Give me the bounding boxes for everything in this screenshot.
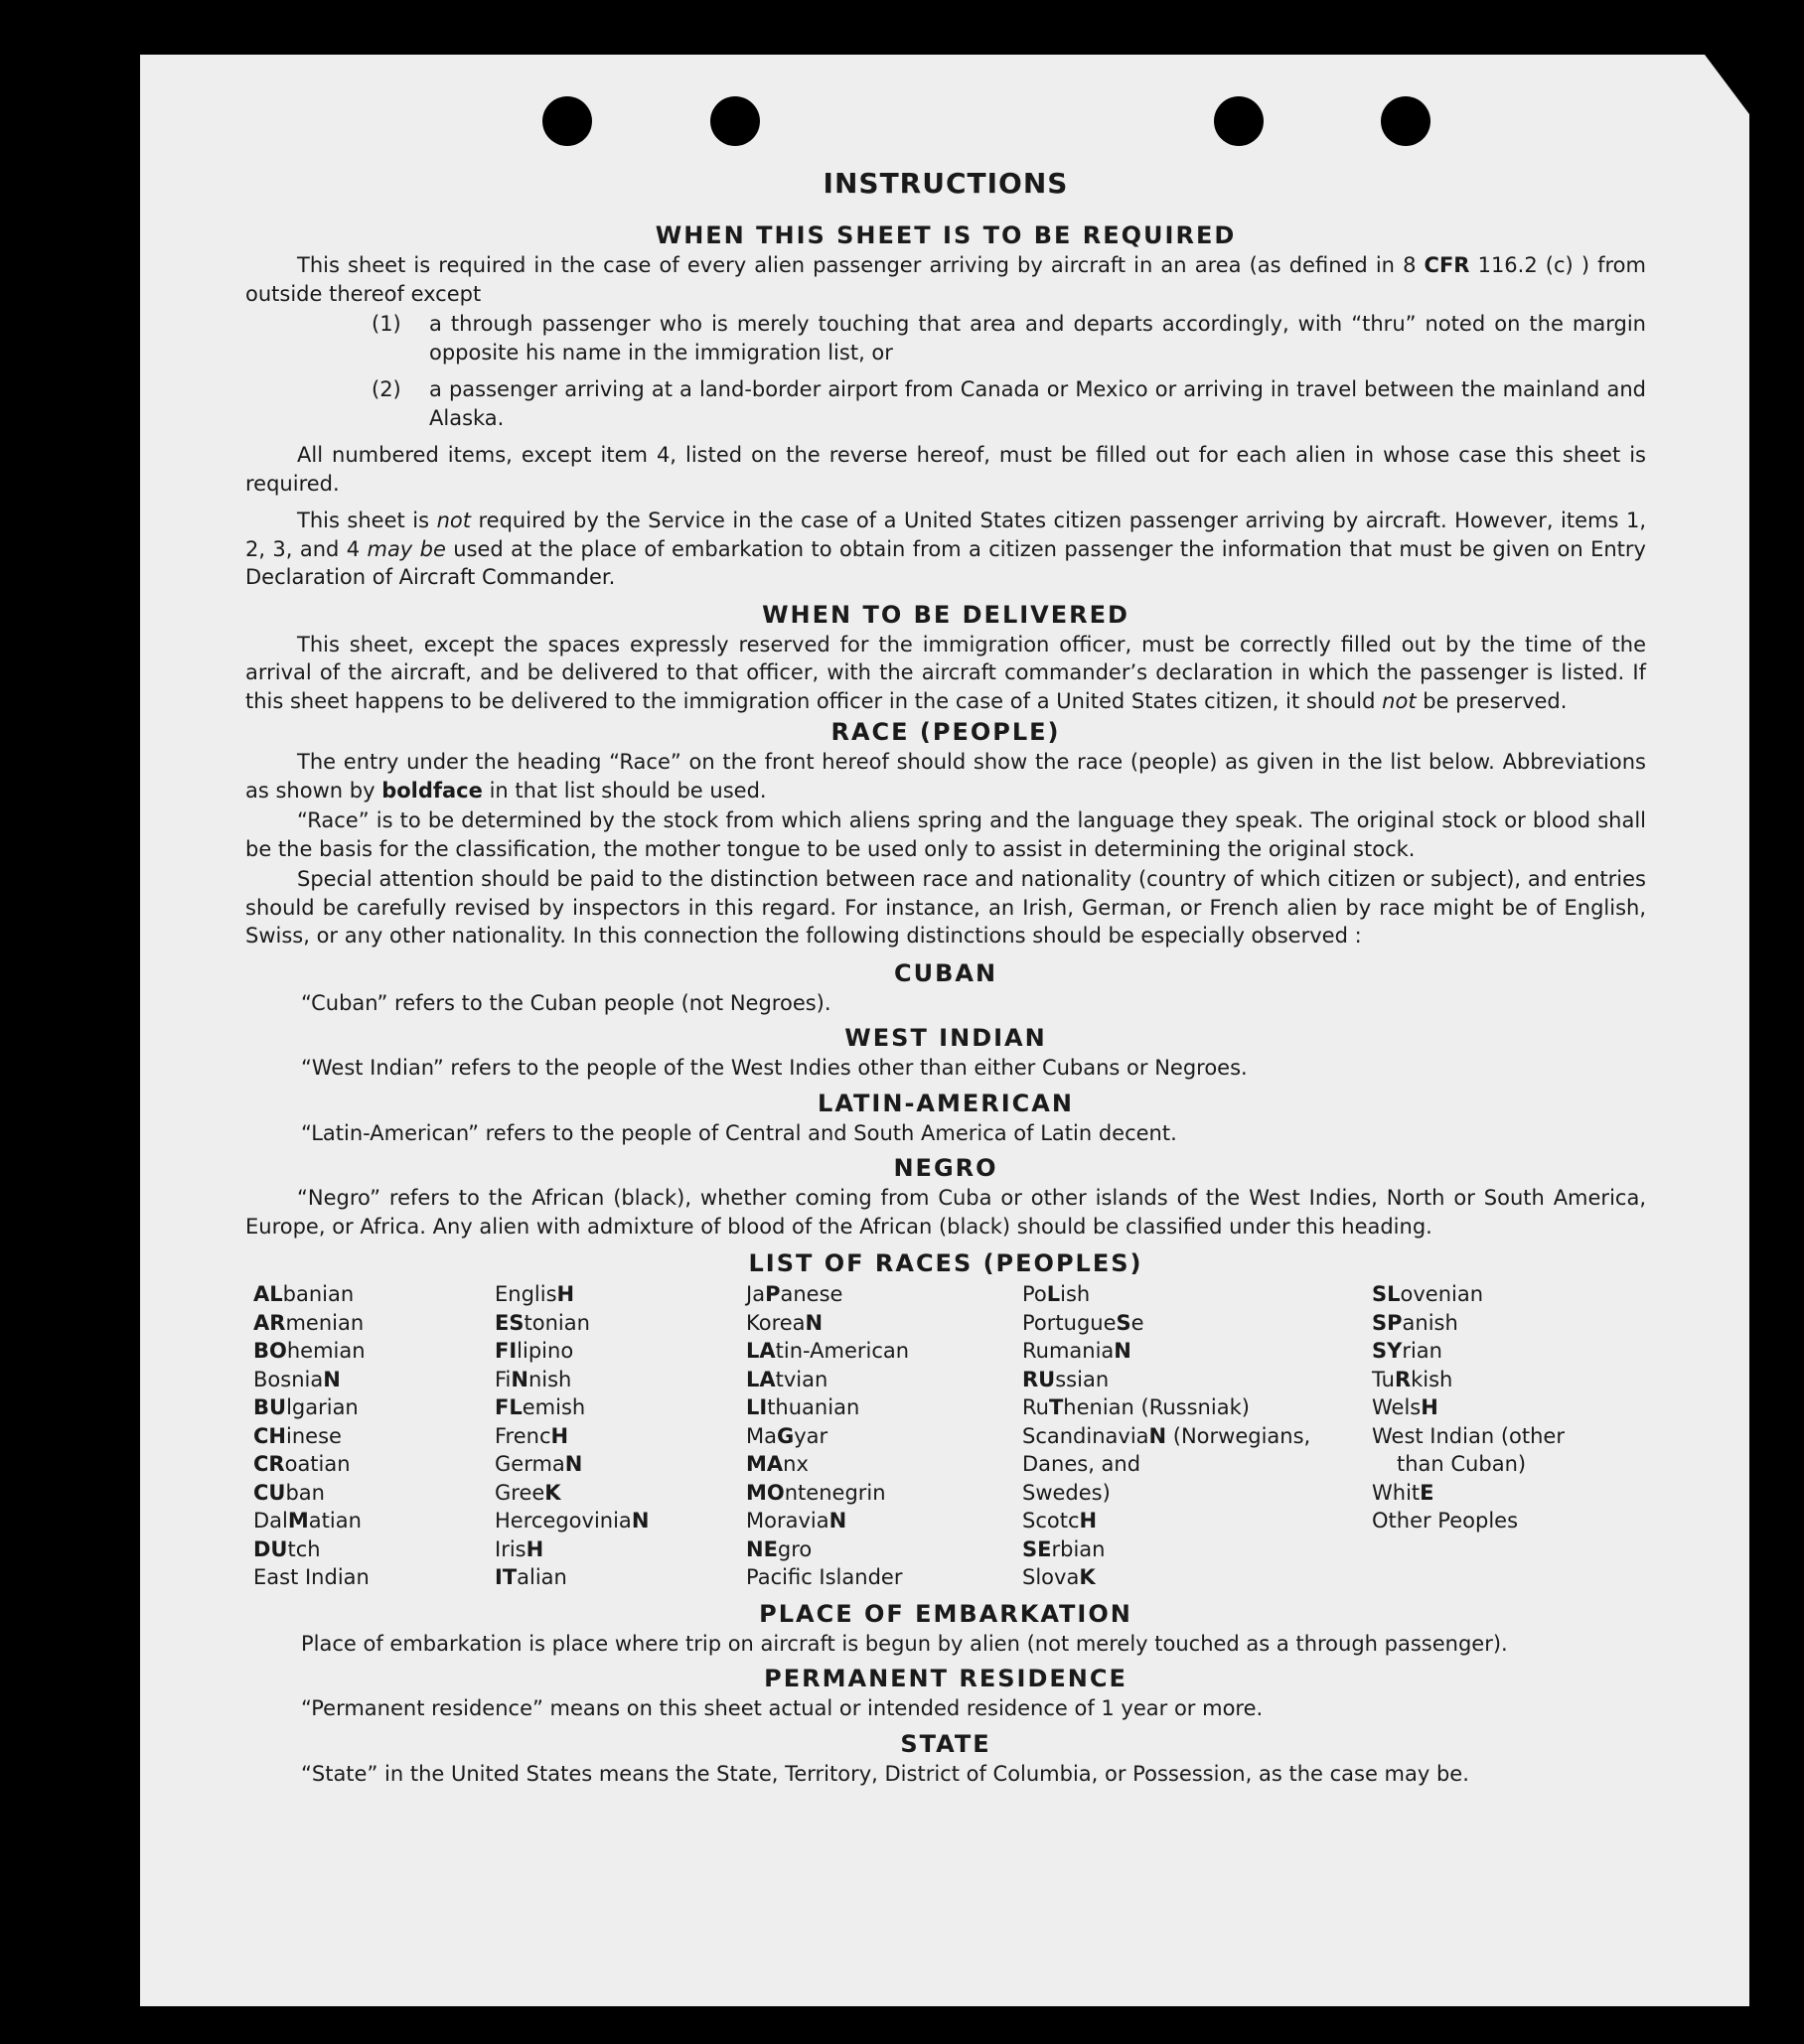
race-entry: SLovenian [1372, 1282, 1484, 1306]
race-entry: LIthuanian [746, 1395, 860, 1419]
exception-item: (2) a passenger arriving at a land-border airport from Canada or Mexico or arriving in travel between the mainland and Alaska. [372, 377, 1646, 430]
race-entry: RuThenian (Russniak) [1022, 1395, 1250, 1419]
heading-when-required: WHEN THIS SHEET IS TO BE REQUIRED [655, 221, 1237, 249]
paragraph-race-entry: The entry under the heading “Race” on the front hereof should show the race (people) as given in the list below. Abbreviations as shown by boldface in that list should be used. [245, 750, 1646, 803]
race-entry: FIlipino [495, 1339, 574, 1363]
races-column [746, 1280, 1022, 1592]
paragraph-delivered: This sheet, except the spaces expressly reserved for the immigration officer, must be correctly filled out by the time of the arrival of the aircraft, and be delivered to that officer, with the aircraft commander’s declaration in which the passenger is listed. If this sheet happens to be delivered to the immigration officer in the case of a United States citizen, it should not be preserved. [245, 632, 1646, 713]
heading-place-of-embarkation: PLACE OF EMBARKATION [759, 1599, 1132, 1628]
paragraph-place-of-embarkation: Place of embarkation is place where trip on aircraft is begun by alien (not merely touched as a through passenger). [301, 1631, 1508, 1656]
race-entry: ARmenian [253, 1310, 365, 1335]
races-column [495, 1280, 746, 1592]
race-entry: LAtin-American [746, 1339, 910, 1363]
race-entry: EStonian [495, 1310, 590, 1335]
paragraph-state: “State” in the United States means the State, Territory, District of Columbia, or Possession, as the case may be. [301, 1761, 1469, 1786]
instructions-content [245, 167, 1646, 1795]
torn-corner [1705, 55, 1749, 114]
race-entry: HercegoviniaN [495, 1509, 650, 1533]
punch-hole [1381, 96, 1430, 146]
race-entry: ScotcH [1022, 1509, 1098, 1533]
race-entry: MAnx [746, 1452, 809, 1476]
race-entry: BUlgarian [253, 1395, 359, 1419]
race-entry: MaGyar [746, 1423, 828, 1448]
race-entry: JaPanese [746, 1282, 843, 1306]
heading-when-delivered: WHEN TO BE DELIVERED [762, 600, 1129, 629]
heading-negro: NEGRO [893, 1154, 998, 1182]
heading-race: RACE (PEOPLE) [830, 718, 1061, 746]
race-entry: EnglisH [495, 1282, 575, 1306]
races-column [1022, 1280, 1372, 1592]
race-entry: ITalian [495, 1565, 567, 1589]
race-entry: BosniaN [253, 1367, 341, 1391]
race-entry: Swedes) [1022, 1480, 1111, 1505]
punch-hole [710, 96, 760, 146]
instruction-sheet [140, 55, 1749, 2006]
race-entry: PoLish [1022, 1282, 1091, 1306]
race-entry: ScandinaviaN (Norwegians, [1022, 1423, 1311, 1448]
race-entry: GreeK [495, 1480, 561, 1505]
race-entry: RUssian [1022, 1367, 1110, 1391]
race-entry: MoraviaN [746, 1509, 847, 1533]
races-list [253, 1280, 1646, 1592]
race-entry: RumaniaN [1022, 1339, 1131, 1363]
race-entry: IrisH [495, 1536, 544, 1561]
race-entry: MOntenegrin [746, 1480, 886, 1505]
race-entry: SlovaK [1022, 1565, 1096, 1589]
races-column [1372, 1280, 1620, 1592]
race-entry: WelsH [1372, 1395, 1438, 1419]
race-entry: CUban [253, 1480, 325, 1505]
race-entry: East Indian [253, 1565, 370, 1589]
race-entry: TuRkish [1372, 1367, 1453, 1391]
race-entry: than Cuban) [1397, 1452, 1527, 1476]
race-entry: FiNnish [495, 1367, 572, 1391]
paragraph-permanent-residence: “Permanent residence” means on this sheet actual or intended residence of 1 year or more. [301, 1696, 1264, 1720]
paragraph-numbered-items: All numbered items, except item 4, listed on the reverse hereof, must be filled out for each alien in whose case this sheet is required. [245, 443, 1646, 496]
heading-west-indian: WEST INDIAN [844, 1024, 1047, 1052]
heading-permanent-residence: PERMANENT RESIDENCE [764, 1665, 1128, 1692]
race-entry: Other Peoples [1372, 1509, 1519, 1533]
punch-hole [542, 96, 592, 146]
race-entry: GermaN [495, 1452, 583, 1476]
race-entry: LAtvian [746, 1367, 828, 1391]
paragraph-citizen: This sheet is not required by the Service in the case of a United States citizen passenger arriving by aircraft. However, items 1, 2, 3, and 4 may be used at the place of embarkation to obtain from a citizen passenger the information that must be given on Entry Declaration of Aircraft Commander. [245, 509, 1646, 589]
race-entry: West Indian (other [1372, 1423, 1565, 1448]
race-entry: DalMatian [253, 1509, 362, 1533]
paragraph-race-nationality: Special attention should be paid to the distinction between race and nationality (country of which citizen or subject), and entries should be carefully revised by inspectors in this regard. For instance, an Irish, German, or French alien by race might be of English, Swiss, or any other nationality. In this connection the following distinctions should be especially observed : [245, 867, 1646, 948]
heading-latin-american: LATIN-AMERICAN [818, 1089, 1074, 1117]
paragraph-race-stock: “Race” is to be determined by the stock from which aliens spring and the language they speak. The original stock or blood shall be the basis for the classification, the mother tongue to be used only to assist in determining the original stock. [245, 808, 1646, 861]
race-entry: BOhemian [253, 1339, 366, 1363]
page-title: INSTRUCTIONS [823, 167, 1069, 200]
paragraph-cuban: “Cuban” refers to the Cuban people (not Negroes). [301, 990, 831, 1015]
race-entry: WhitE [1372, 1480, 1434, 1505]
paragraph-required: This sheet is required in the case of every alien passenger arriving by aircraft in an area (as defined in 8 CFR 116.2 (c) ) from outside thereof except [245, 253, 1646, 306]
race-entry: FrencH [495, 1423, 569, 1448]
heading-state: STATE [900, 1729, 991, 1758]
heading-cuban: CUBAN [893, 958, 998, 987]
race-entry: ALbanian [253, 1282, 355, 1306]
exception-item: (1) a through passenger who is merely touching that area and departs accordingly, with “thru” noted on the margin opposite his name in the immigration list, or [372, 312, 1646, 365]
races-column [253, 1280, 495, 1592]
paragraph-latin-american: “Latin-American” refers to the people of Central and South America of Latin decent. [301, 1120, 1177, 1145]
race-entry: PortugueSe [1022, 1310, 1144, 1335]
race-entry: Pacific Islander [746, 1565, 903, 1589]
paragraph-west-indian: “West Indian” refers to the people of the West Indies other than either Cubans or Negroes. [301, 1056, 1248, 1080]
race-entry: KoreaN [746, 1310, 824, 1335]
race-entry: NEgro [746, 1536, 813, 1561]
heading-list-of-races: LIST OF RACES (PEOPLES) [748, 1249, 1143, 1277]
race-entry: FLemish [495, 1395, 586, 1419]
race-entry: SPanish [1372, 1310, 1458, 1335]
race-entry: CRoatian [253, 1452, 351, 1476]
race-entry: CHinese [253, 1423, 342, 1448]
race-entry: SYrian [1372, 1339, 1442, 1363]
race-entry: DUtch [253, 1536, 321, 1561]
race-entry: Danes, and [1022, 1452, 1141, 1476]
race-entry: SErbian [1022, 1536, 1106, 1561]
punch-hole [1214, 96, 1264, 146]
paragraph-negro: “Negro” refers to the African (black), whether coming from Cuba or other islands of the West Indies, North or South America, Europe, or Africa. Any alien with admixture of blood of the African (black) should be classified under this heading. [245, 1186, 1646, 1239]
